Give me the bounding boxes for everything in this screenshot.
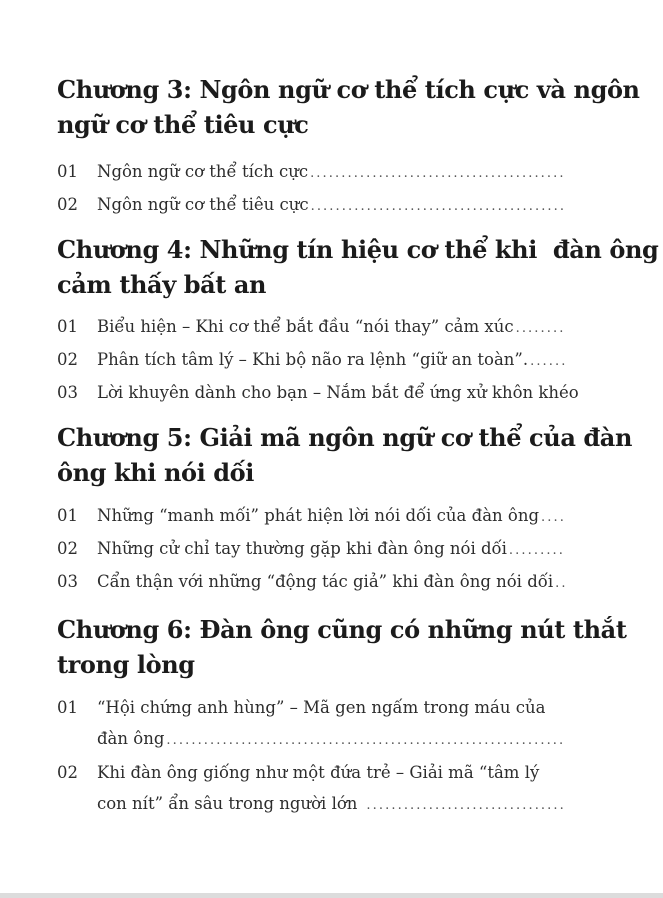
dotted-leader bbox=[514, 312, 565, 345]
dotted-leader bbox=[164, 725, 565, 756]
toc-item-title-continuation: con nít” ẩn sâu trong người lớn bbox=[97, 794, 358, 813]
toc-item-first-line bbox=[57, 757, 565, 788]
toc-item bbox=[57, 532, 565, 565]
toc-item-number: 01 bbox=[57, 506, 78, 525]
chapter-4-heading bbox=[57, 232, 659, 302]
chapter-5-heading bbox=[57, 420, 633, 490]
chapter-5-toc-list bbox=[57, 499, 565, 598]
toc-item-number: 02 bbox=[57, 195, 78, 214]
toc-item-title: Ngôn ngữ cơ thể tiêu cực bbox=[97, 195, 309, 214]
chapter-6-heading bbox=[57, 612, 627, 682]
toc-item bbox=[57, 757, 565, 819]
toc-item bbox=[57, 310, 565, 343]
chapter-heading-line: Chương 5: Giải mã ngôn ngữ cơ thể của đàn bbox=[57, 423, 633, 452]
toc-content bbox=[57, 0, 659, 819]
toc-item-title: Biểu hiện – Khi cơ thể bắt đầu “nói thay” cảm xúc bbox=[97, 317, 514, 336]
toc-item-title: Khi đàn ông giống như một đứa trẻ – Giải mã “tâm lý bbox=[97, 763, 540, 782]
chapter-heading-line: Chương 3: Ngôn ngữ cơ thể tích cực và ngôn bbox=[57, 75, 640, 104]
toc-item bbox=[57, 343, 565, 376]
dotted-leader bbox=[357, 790, 565, 821]
toc-item bbox=[57, 155, 565, 188]
chapter-heading-line: Chương 6: Đàn ông cũng có những nút thắt bbox=[57, 615, 627, 644]
toc-item bbox=[57, 692, 565, 754]
toc-item-number: 01 bbox=[57, 317, 78, 336]
chapter-4-toc-list bbox=[57, 310, 579, 409]
toc-item-number: 01 bbox=[57, 698, 78, 717]
page-bottom-bar bbox=[0, 893, 663, 898]
chapter-heading-line: ngữ cơ thể tiêu cực bbox=[57, 110, 309, 139]
toc-item bbox=[57, 376, 579, 409]
toc-item-number: 02 bbox=[57, 763, 78, 782]
toc-item-number: 02 bbox=[57, 350, 78, 369]
toc-item bbox=[57, 188, 565, 221]
chapter-heading-line: cảm thấy bất an bbox=[57, 270, 267, 299]
toc-item-title: “Hội chứng anh hùng” – Mã gen ngấm trong máu của bbox=[97, 698, 546, 717]
dotted-leader bbox=[579, 378, 581, 411]
toc-item-number: 02 bbox=[57, 539, 78, 558]
chapter-3-heading bbox=[57, 72, 640, 142]
chapter-heading-line: ông khi nói dối bbox=[57, 458, 254, 487]
toc-item-first-line bbox=[57, 692, 565, 723]
dotted-leader bbox=[507, 534, 565, 567]
toc-item bbox=[57, 565, 565, 598]
toc-item bbox=[57, 499, 565, 532]
toc-item-title: Phân tích tâm lý – Khi bộ não ra lệnh “giữ an toàn”. bbox=[97, 350, 529, 369]
toc-item-title-continuation: đàn ông bbox=[97, 729, 165, 748]
toc-item-continuation-line bbox=[57, 788, 565, 819]
toc-item-number: 01 bbox=[57, 162, 78, 181]
dotted-leader bbox=[528, 345, 565, 378]
toc-item-title: Những “manh mối” phát hiện lời nói dối của đàn ông bbox=[97, 506, 540, 525]
toc-item-continuation-line bbox=[57, 723, 565, 754]
toc-item-title: Những cử chỉ tay thường gặp khi đàn ông nói dối bbox=[97, 539, 507, 558]
toc-item-title: Cẩn thận với những “động tác giả” khi đàn ông nói dối bbox=[97, 572, 554, 591]
chapter-heading-line: Chương 4: Những tín hiệu cơ thể khi đàn ông bbox=[57, 235, 659, 264]
chapter-3-toc-list bbox=[57, 155, 565, 221]
toc-item-number: 03 bbox=[57, 572, 78, 591]
toc-item-number: 03 bbox=[57, 383, 78, 402]
chapter-6-toc-list bbox=[57, 692, 565, 819]
dotted-leader bbox=[539, 501, 565, 534]
dotted-leader bbox=[309, 190, 565, 223]
chapter-heading-line: trong lòng bbox=[57, 650, 195, 679]
toc-item-title: Ngôn ngữ cơ thể tích cực bbox=[97, 162, 309, 181]
toc-item-title: Lời khuyên dành cho bạn – Nắm bắt để ứng xử khôn khéo bbox=[97, 383, 579, 402]
dotted-leader bbox=[308, 157, 565, 190]
dotted-leader bbox=[553, 567, 565, 600]
